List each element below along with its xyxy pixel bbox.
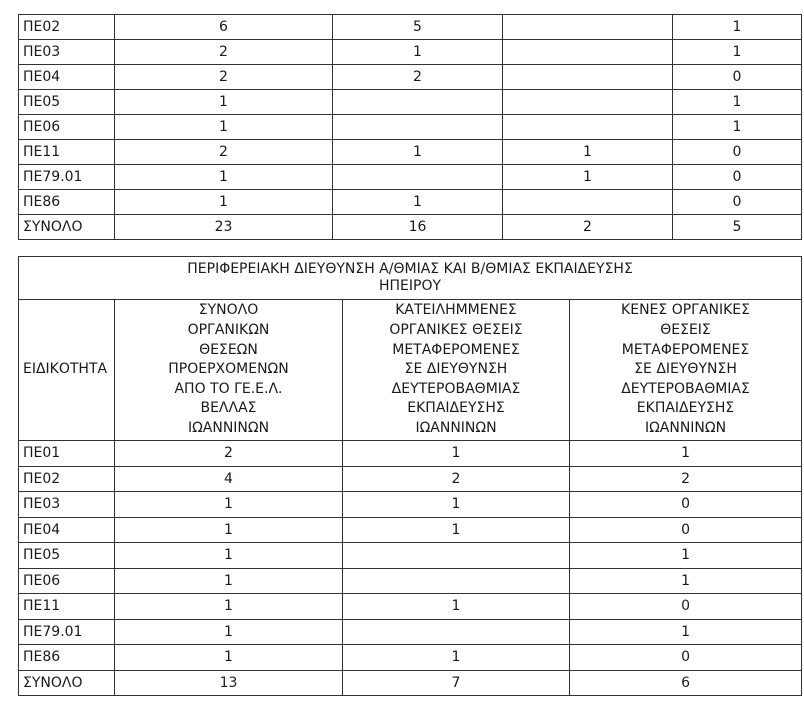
specialty-cell: ΠΕ02 [19, 466, 115, 492]
value-cell: 1 [343, 441, 570, 467]
specialty-cell: ΣΥΝΟΛΟ [19, 215, 115, 240]
specialty-cell: ΠΕ06 [19, 568, 115, 594]
value-cell: 2 [333, 65, 503, 90]
header-line: ΠΡΟΕΡΧΟΜΕΝΩΝ [168, 361, 289, 378]
header-line: ΒΕΛΛΑΣ [200, 400, 257, 417]
table-row [19, 90, 802, 115]
header-line: ΑΠΟ ΤΟ ΓΕ.Ε.Λ. [174, 380, 283, 397]
value-cell: 0 [673, 65, 802, 90]
table-row [19, 594, 802, 620]
value-cell: 1 [115, 190, 333, 215]
value-cell: 1 [115, 165, 333, 190]
value-cell: 1 [503, 140, 673, 165]
value-cell: 1 [343, 517, 570, 543]
value-cell [333, 90, 503, 115]
value-cell: 1 [115, 543, 343, 569]
value-cell: 1 [343, 645, 570, 671]
value-cell [343, 568, 570, 594]
value-cell [503, 190, 673, 215]
specialty-cell: ΠΕ79.01 [19, 165, 115, 190]
value-cell [503, 40, 673, 65]
value-cell: 2 [115, 441, 343, 467]
value-cell: 2 [503, 215, 673, 240]
value-cell: 2 [115, 65, 333, 90]
specialty-cell: ΠΕ01 [19, 441, 115, 467]
value-cell: 0 [570, 517, 802, 543]
value-cell: 1 [115, 619, 343, 645]
value-cell: 1 [333, 40, 503, 65]
specialty-cell: ΠΕ05 [19, 90, 115, 115]
value-cell: 5 [673, 215, 802, 240]
value-cell: 1 [673, 90, 802, 115]
value-cell: 2 [570, 466, 802, 492]
value-cell: 16 [333, 215, 503, 240]
epirus-directorate-table [18, 256, 802, 696]
header-vacant-positions [570, 300, 802, 441]
specialty-cell: ΠΕ86 [19, 190, 115, 215]
table-row [19, 215, 802, 240]
value-cell [503, 15, 673, 40]
value-cell: 23 [115, 215, 333, 240]
value-cell: 0 [570, 645, 802, 671]
value-cell: 1 [673, 115, 802, 140]
value-cell: 0 [673, 140, 802, 165]
value-cell: 0 [570, 594, 802, 620]
specialty-cell: ΠΕ79.01 [19, 619, 115, 645]
header-line: ΣΥΝΟΛΟ [198, 302, 259, 319]
header-total-positions [115, 300, 343, 441]
header-line: ΚΕΝΕΣ ΟΡΓΑΝΙΚΕΣ [621, 302, 750, 319]
value-cell: 1 [115, 492, 343, 518]
value-cell: 1 [115, 90, 333, 115]
specialty-cell: ΠΕ11 [19, 140, 115, 165]
value-cell: 1 [503, 165, 673, 190]
specialty-cell: ΠΕ03 [19, 40, 115, 65]
value-cell: 7 [343, 670, 570, 696]
table-row [19, 40, 802, 65]
table-row [19, 543, 802, 569]
specialty-cell: ΠΕ06 [19, 115, 115, 140]
specialty-cell: ΠΕ11 [19, 594, 115, 620]
table-row [19, 492, 802, 518]
value-cell [343, 619, 570, 645]
specialty-cell: ΠΕ04 [19, 65, 115, 90]
table-row [19, 190, 802, 215]
value-cell: 1 [673, 15, 802, 40]
specialty-cell: ΠΕ86 [19, 645, 115, 671]
value-cell: 1 [333, 140, 503, 165]
table-row [19, 15, 802, 40]
table-row [19, 568, 802, 594]
table-row [19, 670, 802, 696]
header-line: ΙΩΑΝΝΙΝΩΝ [415, 419, 497, 436]
header-line: ΔΕΥΤΕΡΟΒΑΘΜΙΑΣ [621, 380, 750, 397]
value-cell: 2 [343, 466, 570, 492]
value-cell: 5 [333, 15, 503, 40]
value-cell: 1 [343, 594, 570, 620]
value-cell: 1 [333, 190, 503, 215]
value-cell: 6 [115, 15, 333, 40]
value-cell: 1 [115, 517, 343, 543]
header-occupied-positions [343, 300, 570, 441]
table-row [19, 115, 802, 140]
specialty-cell: ΣΥΝΟΛΟ [19, 670, 115, 696]
value-cell [503, 65, 673, 90]
value-cell: 4 [115, 466, 343, 492]
table-row [19, 517, 802, 543]
header-line: ΚΑΤΕΙΛΗΜΜΕΝΕΣ [395, 302, 517, 319]
value-cell: 1 [673, 40, 802, 65]
table-title [19, 257, 802, 300]
header-line: ΣΕ ΔΙΕΥΘΥΝΣΗ [404, 361, 508, 378]
header-specialty: ΕΙΔΙΚΟΤΗΤΑ [19, 300, 115, 441]
header-line: ΕΚΠΑΙΔΕΥΣΗΣ [636, 400, 735, 417]
value-cell [503, 90, 673, 115]
value-cell: 13 [115, 670, 343, 696]
table-row [19, 65, 802, 90]
value-cell [503, 115, 673, 140]
value-cell: 1 [343, 492, 570, 518]
table-row [19, 619, 802, 645]
specialty-cell: ΠΕ03 [19, 492, 115, 518]
specialty-cell: ΠΕ05 [19, 543, 115, 569]
table-title-line2: ΗΠΕΙΡΟΥ [379, 278, 442, 294]
value-cell [343, 543, 570, 569]
table-row [19, 165, 802, 190]
value-cell: 1 [115, 115, 333, 140]
value-cell: 1 [570, 568, 802, 594]
positions-table-continued [18, 14, 802, 240]
specialty-cell: ΠΕ02 [19, 15, 115, 40]
header-line: ΙΩΑΝΝΙΝΩΝ [644, 419, 727, 436]
table-row [19, 441, 802, 467]
table-row [19, 645, 802, 671]
header-line: ΜΕΤΑΦΕΡΟΜΕΝΕΣ [621, 341, 750, 358]
value-cell: 0 [673, 165, 802, 190]
header-line: ΕΚΠΑΙΔΕΥΣΗΣ [407, 400, 505, 417]
header-line: ΘΕΣΕΩΝ [199, 341, 258, 358]
table-title-line1: ΠΕΡΙΦΕΡΕΙΑΚΗ ΔΙΕΥΘΥΝΣΗ Α/ΘΜΙΑΣ ΚΑΙ Β/ΘΜΙΑΣ ΕΚΠΑΙΔΕΥΣΗΣ [187, 261, 633, 277]
header-line: ΜΕΤΑΦΕΡΟΜΕΝΕΣ [392, 341, 520, 358]
header-line: ΘΕΣΕΙΣ [660, 322, 711, 339]
header-line: ΟΡΓΑΝΙΚΕΣ ΘΕΣΕΙΣ [389, 322, 523, 339]
header-line: ΔΕΥΤΕΡΟΒΑΘΜΙΑΣ [391, 380, 521, 397]
value-cell: 1 [570, 543, 802, 569]
value-cell: 2 [115, 140, 333, 165]
value-cell: 1 [115, 594, 343, 620]
value-cell: 1 [115, 568, 343, 594]
value-cell [333, 115, 503, 140]
table-row [19, 140, 802, 165]
value-cell: 1 [115, 645, 343, 671]
header-line: ΣΕ ΔΙΕΥΘΥΝΣΗ [634, 361, 737, 378]
value-cell: 0 [570, 492, 802, 518]
header-line: ΙΩΑΝΝΙΝΩΝ [187, 419, 270, 436]
value-cell: 1 [570, 619, 802, 645]
value-cell: 0 [673, 190, 802, 215]
table-row [19, 466, 802, 492]
header-line: ΟΡΓΑΝΙΚΩΝ [187, 322, 270, 339]
value-cell: 6 [570, 670, 802, 696]
specialty-cell: ΠΕ04 [19, 517, 115, 543]
value-cell [333, 165, 503, 190]
value-cell: 2 [115, 40, 333, 65]
value-cell: 1 [570, 441, 802, 467]
